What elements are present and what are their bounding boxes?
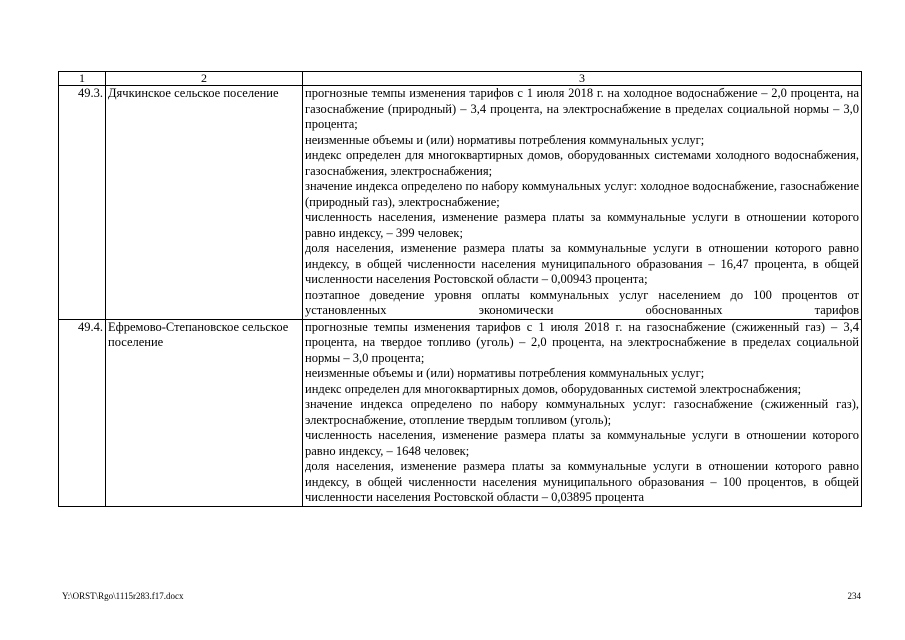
row-number: 49.3. xyxy=(59,86,106,320)
settlement-name: Ефремово-Степановское сельское поселение xyxy=(106,319,303,506)
row-description xyxy=(303,86,862,320)
column-header-1: 1 xyxy=(59,72,106,86)
row-number: 49.4. xyxy=(59,319,106,506)
paragraph: индекс определен для многоквартирных домов, оборудованных системой электроснабжения; xyxy=(305,381,802,396)
paragraph: значение индекса определено по набору коммунальных услуг: холодное водоснабжение, газоснабжение (природный газ), электроснабжение; xyxy=(305,179,859,209)
paragraph: численность населения, изменение размера платы за коммунальные услуги в отношении которого равно индексу, – 1648 человек; xyxy=(305,428,859,458)
row-description xyxy=(303,319,862,506)
footer-page-number: 234 xyxy=(847,591,861,601)
table-header-row xyxy=(59,72,862,86)
paragraph: неизменные объемы и (или) нормативы потребления коммунальных услуг; xyxy=(305,132,705,147)
paragraph: доля населения, изменение размера платы за коммунальные услуги в отношении которого равно индексу, в общей численности населения муниципального образования – 16,47 процента, в общей численности населения Ростовской области – 0,00943 процента; xyxy=(305,241,859,286)
paragraph: доля населения, изменение размера платы за коммунальные услуги в отношении которого равно индексу, в общей численности населения муниципального образования – 100 процентов, в общей численности населения Ростовской области – 0,03895 процента xyxy=(305,459,859,504)
paragraph: прогнозные темпы изменения тарифов с 1 июля 2018 г. на газоснабжение (сжиженный газ) – 3,4 процента, на твердое топливо (уголь) – 2,0 процента, на электроснабжение в пределах социальной нормы – 3,0 процента; xyxy=(305,319,859,365)
paragraph: прогнозные темпы изменения тарифов с 1 июля 2018 г. на холодное водоснабжение – 2,0 процента, на газоснабжение (природный) – 3,4 процента, на электроснабжение в пределах социальной нормы – 3,0 процента; xyxy=(305,86,859,131)
paragraph: численность населения, изменение размера платы за коммунальные услуги в отношении которого равно индексу, – 399 человек; xyxy=(305,210,859,240)
column-header-3: 3 xyxy=(303,72,862,86)
paragraph: значение индекса определено по набору коммунальных услуг: газоснабжение (сжиженный газ), электроснабжение, отопление твердым топливом (уголь); xyxy=(305,397,859,427)
paragraph: индекс определен для многоквартирных домов, оборудованных системами холодного водоснабжения, газоснабжения, электроснабжения; xyxy=(305,148,859,178)
paragraph: поэтапное доведение уровня оплаты коммунальных услуг населением до 100 процентов от установленных экономически обоснованных тарифов xyxy=(305,287,859,317)
document-table xyxy=(58,71,862,507)
table-row xyxy=(59,86,862,320)
table-row xyxy=(59,319,862,506)
paragraph: неизменные объемы и (или) нормативы потребления коммунальных услуг; xyxy=(305,366,705,380)
settlement-name: Дячкинское сельское поселение xyxy=(106,86,303,320)
footer-file-path: Y:\ORST\Rgo\1115r283.f17.docx xyxy=(62,591,184,601)
column-header-2: 2 xyxy=(106,72,303,86)
